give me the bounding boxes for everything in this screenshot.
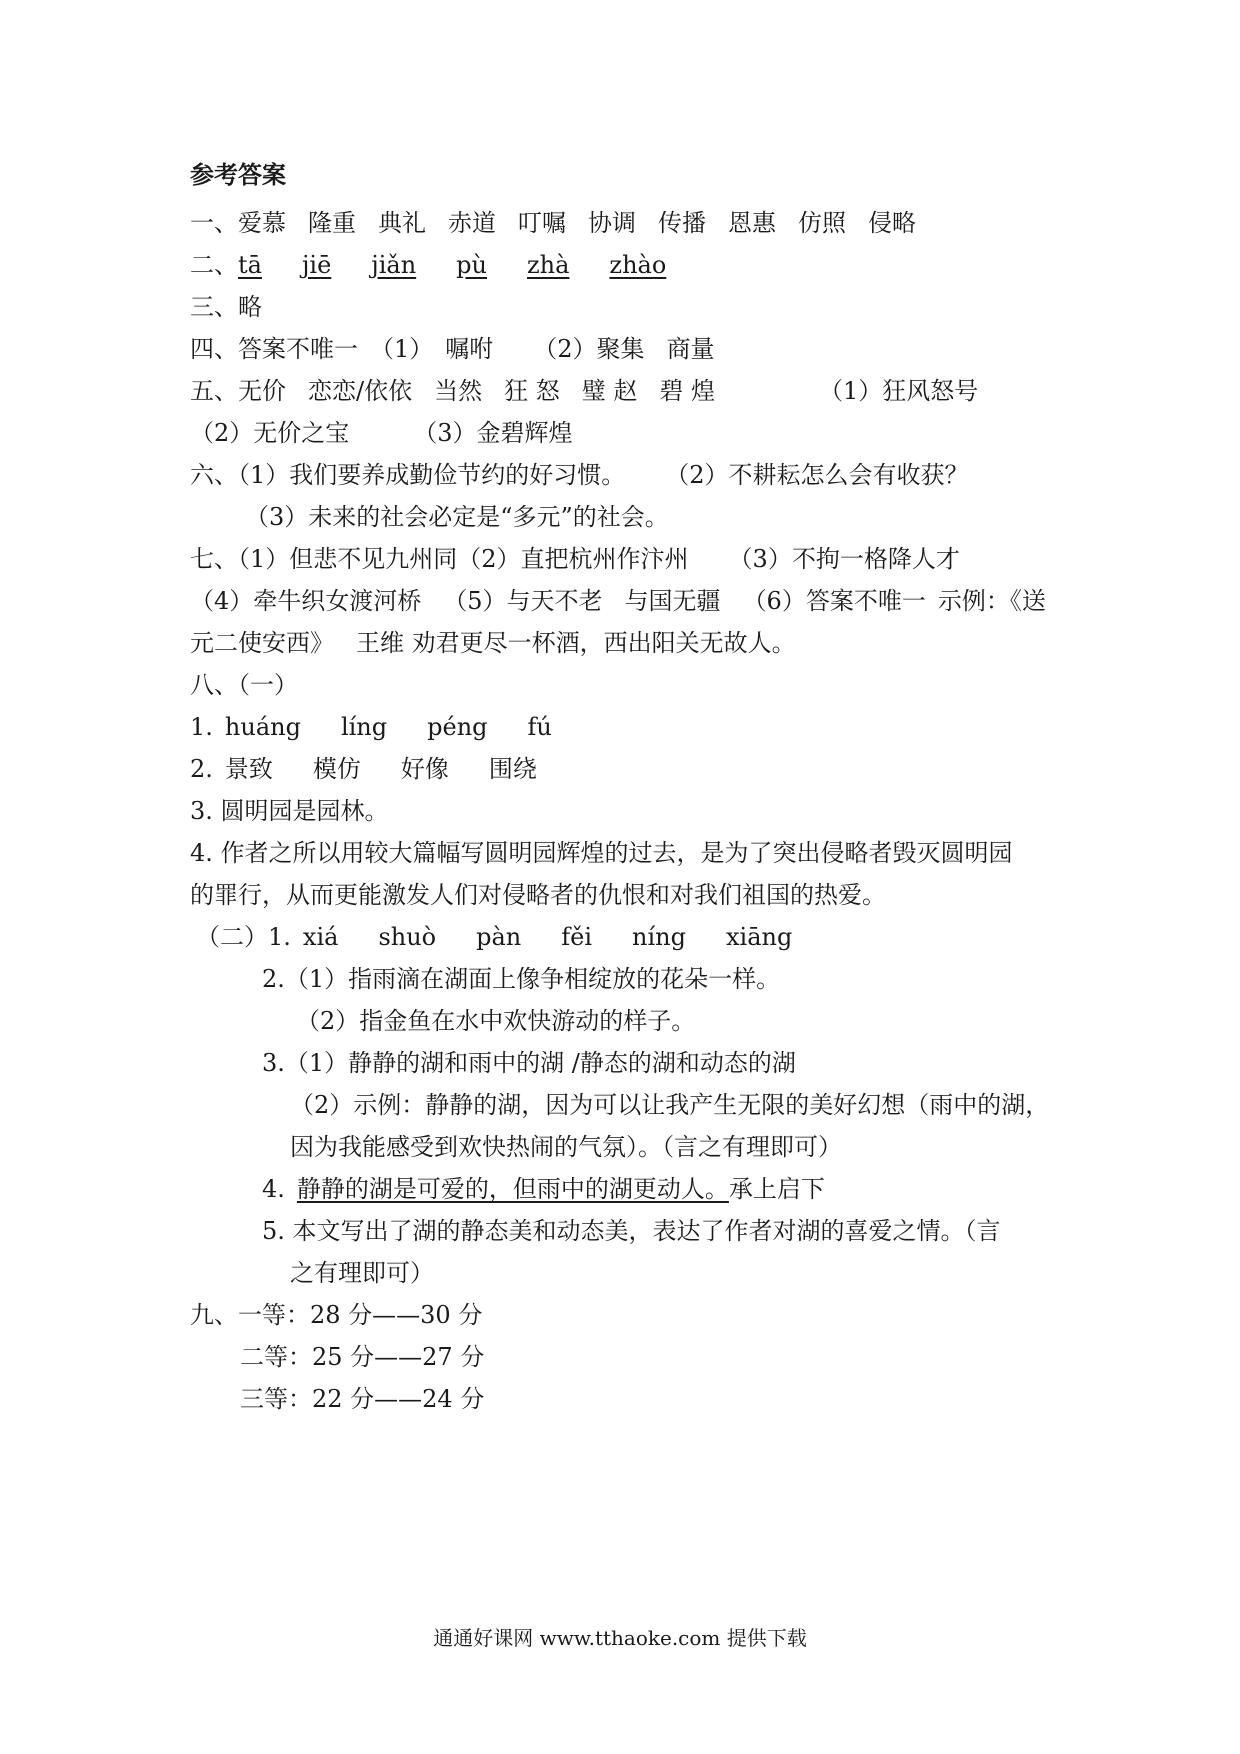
section-8-head: 八、（一） <box>190 671 298 699</box>
answer-word: （2）聚集 <box>533 335 645 363</box>
section-8-q2 <box>190 754 537 784</box>
answer-word: 隆重 <box>308 209 356 237</box>
answer-poem: （6）答案不唯一 <box>742 587 926 615</box>
section-5-prefix: 五、无价 <box>190 377 286 405</box>
answer-phrase: （2）无价之宝 <box>190 419 350 447</box>
answer-word: 赤道 <box>448 209 496 237</box>
pinyin-answer: xiāng <box>725 923 793 951</box>
section-8-part-2-q5b: 之有理即可） <box>290 1259 434 1287</box>
footer-source: 通通好课网 www.tthaoke.com 提供下载 <box>433 1626 807 1650</box>
pinyin-answer: xiá <box>302 923 339 951</box>
section-8-part-2-q4 <box>262 1174 825 1204</box>
pinyin-answer: fěi <box>561 923 593 951</box>
answer-word: 碧 煌 <box>659 377 716 405</box>
answer-word: 恋恋/依依 <box>308 377 413 405</box>
pinyin-answer: zhào <box>609 251 667 279</box>
answer-poem: 王维 劝君更尽一杯酒，西出阳关无故人。 <box>356 629 796 657</box>
answer-phrase: （3）金碧辉煌 <box>413 419 573 447</box>
answer-poem: （5）与天不老 <box>443 587 603 615</box>
item-number: （二）1. <box>196 923 291 951</box>
pinyin-answer: pàn <box>476 923 522 951</box>
section-8-q3: 3. 圆明园是园林。 <box>190 797 389 825</box>
section-6-cont: （3）未来的社会必定是“多元”的社会。 <box>245 503 669 531</box>
answer-poem: （4）牵牛织女渡河桥 <box>190 587 422 615</box>
section-8-q1 <box>190 712 552 742</box>
pinyin-answer: huáng <box>224 713 301 741</box>
pinyin-answer: fú <box>527 713 552 741</box>
answer-word: 围绕 <box>488 755 537 783</box>
pinyin-answer: shuò <box>378 923 437 951</box>
section-7-line-2 <box>190 586 1046 616</box>
answer-word: 爱慕 <box>238 209 286 237</box>
item-number: 1. <box>190 713 213 741</box>
answer-poem: 与国无疆 <box>624 587 721 615</box>
section-2 <box>190 250 666 280</box>
answer-word: 当然 <box>434 377 483 405</box>
answer-word: 狂 怒 <box>504 377 560 405</box>
answer-sentence: （2）不耕耘怎么会有收获？ <box>665 461 969 489</box>
section-1-prefix: 一、 <box>190 209 238 237</box>
answer-word: 景致 <box>224 755 273 783</box>
section-6 <box>190 460 969 490</box>
answer-poem: 七、（1）但悲不见九州同（2）直把杭州作汴州 <box>190 545 689 573</box>
answer-word: 叮嘱 <box>518 209 566 237</box>
section-7-line-3 <box>190 628 796 658</box>
item-number: 2. <box>190 755 213 783</box>
answer-word: 好像 <box>400 755 449 783</box>
section-8-part-2-q1 <box>196 922 792 952</box>
section-8-part-2-q2a: 2.（1）指雨滴在湖面上像争相绽放的花朵一样。 <box>262 965 781 993</box>
section-4-prefix: 四、答案不唯一 <box>190 335 358 363</box>
section-8-part-2-q2b: （2）指金鱼在水中欢快游动的样子。 <box>296 1007 696 1035</box>
section-8-q4-line-2: 的罪行，从而更能激发人们对侵略者的仇恨和对我们祖国的热爱。 <box>190 881 886 909</box>
section-2-prefix: 二、 <box>190 251 238 279</box>
pinyin-answer: pù <box>456 251 487 279</box>
answer-word: 璧 赵 <box>581 377 638 405</box>
pinyin-answer: líng <box>340 713 388 741</box>
section-8-part-2-q3b: （2）示例：静静的湖，因为可以让我产生无限的美好幻想（雨中的湖， <box>290 1091 1050 1119</box>
pinyin-answer: péng <box>427 713 488 741</box>
section-1 <box>190 208 916 238</box>
section-8-part-2-q3c: 因为我能感受到欢快热闹的气氛）。（言之有理即可） <box>290 1133 842 1161</box>
page-title: 参考答案 <box>190 161 286 189</box>
answer-poem: 示例：《送 <box>937 587 1046 615</box>
section-9-line-1: 九、一等：28 分——30 分 <box>190 1301 483 1329</box>
answer-word: 协调 <box>588 209 636 237</box>
answer-word: 典礼 <box>378 209 426 237</box>
answer-word: 恩惠 <box>728 209 776 237</box>
section-5-cont <box>190 418 573 448</box>
pinyin-answer: tā <box>238 251 262 279</box>
answer-phrase: （1）狂风怒号 <box>819 377 979 405</box>
section-7 <box>190 544 960 574</box>
section-5 <box>190 376 978 406</box>
answer-word: 模仿 <box>312 755 361 783</box>
section-9-line-3: 三等：22 分——24 分 <box>240 1385 485 1413</box>
answer-poem: （3）不拘一格降人才 <box>728 545 960 573</box>
answer-word: 嘱咐 <box>445 335 494 363</box>
answer-word: 传播 <box>658 209 706 237</box>
item-number: 4. <box>262 1175 285 1203</box>
answer-word: 侵略 <box>868 209 916 237</box>
answer-phrase: 承上启下 <box>728 1175 825 1203</box>
pinyin-answer: níng <box>632 923 686 951</box>
section-8-q4-line-1: 4. 作者之所以用较大篇幅写圆明园辉煌的过去，是为了突出侵略者毁灭圆明园 <box>190 839 1013 867</box>
answer-word: 仿照 <box>798 209 846 237</box>
section-3: 三、略 <box>190 293 262 321</box>
answer-word: 商量 <box>666 335 715 363</box>
item-number: （1） <box>370 335 434 363</box>
pinyin-answer: zhà <box>527 251 570 279</box>
pinyin-answer: jiē <box>301 251 332 279</box>
section-9-line-2: 二等：25 分——27 分 <box>240 1343 485 1371</box>
section-8-part-2-q3a: 3.（1）静静的湖和雨中的湖 /静态的湖和动态的湖 <box>262 1049 796 1077</box>
answer-sentence: 六、（1）我们要养成勤俭节约的好习惯。 <box>190 461 626 489</box>
pinyin-answer: jiǎn <box>371 251 417 279</box>
section-4 <box>190 334 715 364</box>
underlined-answer: 静静的湖是可爱的，但雨中的湖更动人。 <box>296 1175 729 1203</box>
section-8-part-2-q5a: 5. 本文写出了湖的静态美和动态美，表达了作者对湖的喜爱之情。（言 <box>262 1217 1001 1245</box>
answer-poem: 元二使安西》 <box>190 629 334 657</box>
